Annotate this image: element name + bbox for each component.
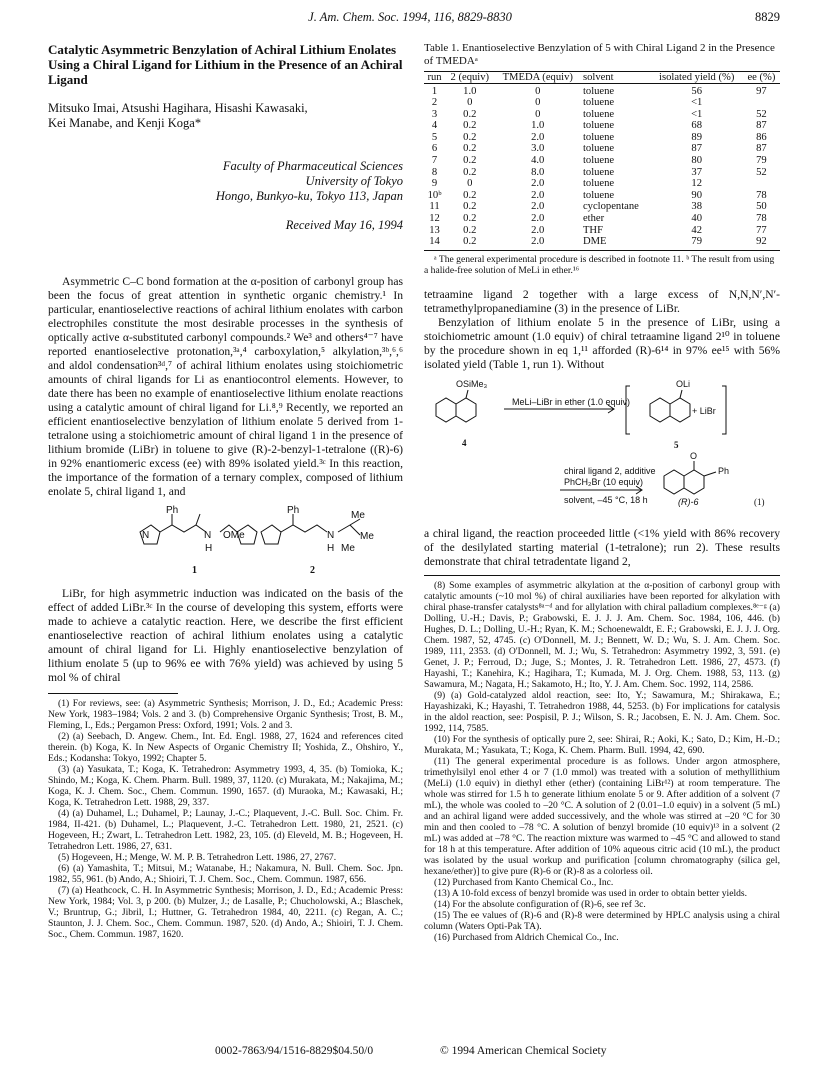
table-cell: 92 xyxy=(756,236,767,248)
footnote: (14) For the absolute configuration of (R)-6, see ref 3c. xyxy=(434,898,646,910)
right-footnotes xyxy=(424,580,780,943)
body-paragraph: tetraamine ligand 2 together with a large excess of N,N,N′,N′-tetramethylpropanediamine (3) in the presence of LiBr. xyxy=(424,287,780,315)
column-header: isolated yield (%) xyxy=(659,72,735,83)
footnote: (4) (a) Duhamel, L.; Duhamel, P.; Launay, J.-C.; Plaquevent, J.-C. Bull. Soc. Chim. Fr. 1984, II-421. (b) Duhamel, L.; Plaquevent, J.-C. Tetrahedron Lett. 1980, 21, 2521. (c) Hogeveen, H.; Zwart, L. Tetrahedron Lett. 1982, 23, 105. (d) Eleveld, M. B.; Hogeveen, H. Tetrahedron Lett. 1986, 27, 631. xyxy=(48,808,403,852)
table-cell: toluene xyxy=(582,143,615,155)
table-cell xyxy=(743,97,780,109)
ome-label: OMe xyxy=(223,530,245,541)
table-row xyxy=(424,143,780,155)
affiliation xyxy=(48,159,403,204)
column-header: run xyxy=(427,72,442,83)
column-header: solvent xyxy=(582,72,614,83)
right-column xyxy=(424,42,780,943)
table-cell: 8.0 xyxy=(531,166,545,178)
table-cell: 52 xyxy=(756,166,767,178)
o-label: O xyxy=(690,450,698,461)
table-cell: toluene xyxy=(582,166,615,178)
ph-label: Ph xyxy=(718,465,730,476)
table-cell: 0.2 xyxy=(463,108,477,120)
body-paragraph: LiBr, for high asymmetric induction was indicated on the basis of the effect of added LiBr.³ᶜ In the course of developing this system, efforts were made to achieve a catalytic reaction. Here, we describe the first efficient enantioselective reaction of achiral lithium enolates using a catalytic amount of chiral ligand for Li. Highly enantioselective benzylation of lithium enolate 5 (up to 96% ee with 76% yield) was achieved by using 5 mol % of chiral xyxy=(48,587,403,684)
compound-label-5: 5 xyxy=(674,439,679,450)
table-cell: 87 xyxy=(691,143,702,155)
table-cell: cyclopentane xyxy=(582,201,639,213)
page-number: 8829 xyxy=(755,10,780,24)
table-cell: 4 xyxy=(431,120,438,132)
table-row xyxy=(424,201,780,213)
table-cell: toluene xyxy=(582,155,615,167)
table-cell: 8 xyxy=(431,166,438,178)
table-body xyxy=(424,86,780,248)
footnote-divider xyxy=(48,693,178,694)
table-cell: 52 xyxy=(756,108,767,120)
table-cell: 2.0 xyxy=(531,201,545,213)
ligand1-chain xyxy=(160,525,206,532)
step1-reagent: MeLi–LiBr in ether (1.0 equiv) xyxy=(512,396,631,407)
table-cell: 0.2 xyxy=(463,201,477,213)
compound-label-2: 2 xyxy=(310,565,315,576)
table-cell: 37 xyxy=(691,166,702,178)
table-cell: toluene xyxy=(582,120,615,132)
table-cell: 2.0 xyxy=(531,224,545,236)
table-cell: 14 xyxy=(429,236,440,248)
table-row xyxy=(424,132,780,144)
table-cell: toluene xyxy=(582,85,615,97)
table-cell: 0 xyxy=(535,97,541,109)
table-cell: 0.2 xyxy=(463,120,477,132)
ph-label: Ph xyxy=(287,505,300,516)
table-cell: 1.0 xyxy=(463,85,477,97)
table-cell: 0.2 xyxy=(463,131,477,143)
table-cell: 80 xyxy=(691,155,702,167)
affiliation-line: Faculty of Pharmaceutical Sciences xyxy=(222,159,403,173)
table-cell: 9 xyxy=(431,178,438,190)
table-cell: 4.0 xyxy=(531,155,545,167)
h-atom-label: H xyxy=(205,543,213,554)
footnote: (12) Purchased from Kanto Chemical Co., Inc. xyxy=(434,876,614,888)
table-cell: 38 xyxy=(691,201,702,213)
table-cell: 90 xyxy=(691,189,702,201)
body-paragraph: Benzylation of lithium enolate 5 in the presence of LiBr, using a stoichiometric amount (1.0 equiv) of chiral tetraamine ligand 2¹⁰ in toluene by the procedure shown in eq 1,¹¹ afforded (R)-6¹⁴ in 97% ee¹⁵ with 56% isolated yield (Table 1, run 1). Without xyxy=(424,315,780,371)
equation-number: (1) xyxy=(754,496,765,507)
table-cell: 2.0 xyxy=(531,189,545,201)
footnote: (6) (a) Yamashita, T.; Mitsui, M.; Watanabe, H.; Nakamura, N. Bull. Chem. Soc. Jpn. 1982, 55, 961. (b) Ando, A.; Shioiri, T. J. Chem. Soc., Chem. Commun. 1987, 656. xyxy=(48,863,403,885)
footnote: (13) A 10-fold excess of benzyl bromide was used in order to obtain better yields. xyxy=(434,887,748,899)
table-cell: THF xyxy=(582,224,603,236)
table-cell: 2.0 xyxy=(531,213,545,225)
left-footnotes xyxy=(48,698,403,940)
table-row xyxy=(424,120,780,132)
compound-label-1: 1 xyxy=(192,565,197,576)
table-row xyxy=(424,155,780,167)
n-atom-label: N xyxy=(327,530,335,541)
table-cell: 0.2 xyxy=(463,224,477,236)
me-label: Me xyxy=(360,531,374,542)
ph-label: Ph xyxy=(166,505,179,516)
h-atom-label: H xyxy=(327,543,335,554)
table-cell: 2.0 xyxy=(531,236,545,248)
table-cell xyxy=(743,178,780,190)
table-cell: 87 xyxy=(756,143,767,155)
table-cell: 79 xyxy=(756,155,767,167)
table-cell: 77 xyxy=(756,224,767,236)
libr-label: + LiBr xyxy=(692,405,716,416)
product-label: (R)-6 xyxy=(678,496,699,507)
table-cell: 87 xyxy=(756,120,767,132)
author-line: Kei Manabe, and Kenji Koga* xyxy=(48,116,202,130)
table-cell: 10ᵇ xyxy=(427,189,442,201)
table-cell: toluene xyxy=(582,97,615,109)
table-row xyxy=(424,167,780,179)
table-cell: DME xyxy=(582,236,607,248)
step2-conditions: solvent, –45 °C, 18 h xyxy=(564,494,648,505)
table-cell: 1.0 xyxy=(531,120,545,132)
footnote: (2) (a) Seebach, D. Angew. Chem., Int. Ed. Engl. 1988, 27, 1624 and references cited therein. (b) Koga, K. In New Aspects of Organic Chemistry II; Yoshida, Z., Ohshiro, Y., Eds.; Kodansha: Tokyo, 1992; Chapter 5. xyxy=(48,731,403,764)
table-cell: 97 xyxy=(756,85,767,97)
table-cell: <1 xyxy=(691,108,703,120)
reaction-scheme xyxy=(424,372,780,527)
table-cell: 78 xyxy=(756,213,767,225)
footnote-divider xyxy=(424,575,780,576)
running-header xyxy=(40,10,780,28)
table-cell: 0.2 xyxy=(463,166,477,178)
author-line: Mitsuko Imai, Atsushi Hagihara, Hisashi Kawasaki, xyxy=(48,101,308,115)
table-row xyxy=(424,86,780,98)
table-cell: 13 xyxy=(429,224,440,236)
compound-label-4: 4 xyxy=(462,437,467,448)
footnote: (16) Purchased from Aldrich Chemical Co., Inc. xyxy=(434,931,619,943)
body-paragraph: a chiral ligand, the reaction proceeded little (<1% yield with 86% recovery of the desilylated starting material (1-tetralone); run 2). These results demonstrate that chiral tetradentate ligand 2, xyxy=(424,526,780,568)
body-paragraph: Asymmetric C–C bond formation at the α-position of carbonyl group has been the focus of great attention in synthetic organic chemistry.¹ In particular, enantioselective reactions of achiral lithium enolates with carbon electrophiles constitute the most desirable processes in the synthesis of optically active α-substituted carbonyl compounds.² We³ and others⁴⁻⁷ have reported enantioselective protonation,³ᵃ,⁴ carboxylation,⁵ alkylation,³ᵇ,⁶,⁶ and aldol condensation³ᵈ,⁷ of achiral lithium enolates using stoichiometric amounts of chiral ligands for Li as enantiocontrol elements. However, to date there has been no example of enantioselective lithium enolate reactions using a catalytic amount of chiral ligand for Li.⁸,⁹ Recently, we reported an efficient enantioselective benzylation of lithium enolate 5 derived from 1-tetralone using a stoichiometric amount of chiral ligand 1 in the presence of lithium bromide (LiBr) in toluene to give (R)-2-benzyl-1-tetralone ((R)-6) in 92% enantiomeric excess (ee) with 89% isolated yield.³ᶜ In this reaction, the importance of the formation of a ternary complex, composed of lithium enolate 5, chiral ligand 1, and xyxy=(48,275,403,498)
table-cell: 0.2 xyxy=(463,236,477,248)
table-cell: 6 xyxy=(431,143,438,155)
author-list xyxy=(48,101,403,131)
table-cell: toluene xyxy=(582,108,615,120)
table-cell: toluene xyxy=(582,178,615,190)
table-title: Table 1. Enantioselective Benzylation of 5 with Chiral Ligand 2 in the Presence of TMEDAᵃ xyxy=(424,42,775,67)
results-table xyxy=(424,71,780,248)
table-cell: 0 xyxy=(535,108,541,120)
footnote: (10) For the synthesis of optically pure 2, see: Shirai, R.; Aoki, K.; Sato, D.; Kim, H.-D.; Murakata, M.; Yasukata, T.; Koga, K. Chem. Pharm. Bull. 1994, 42, 690. xyxy=(424,733,780,756)
table-cell: 3 xyxy=(431,108,438,120)
affiliation-line: University of Tokyo xyxy=(305,174,403,188)
ligand-structures xyxy=(48,505,403,583)
table-cell: 0.2 xyxy=(463,155,477,167)
left-column xyxy=(48,42,403,940)
table-row xyxy=(424,190,780,202)
received-date: Received May 16, 1994 xyxy=(285,218,403,232)
me-label: Me xyxy=(341,543,355,554)
journal-citation: J. Am. Chem. Soc. 1994, 116, 8829-8830 xyxy=(308,10,512,24)
table-cell: 86 xyxy=(756,131,767,143)
table-cell: 89 xyxy=(691,131,702,143)
me-label: Me xyxy=(351,510,365,521)
table-cell: 68 xyxy=(691,120,702,132)
table-cell: 2 xyxy=(431,97,438,109)
table-row xyxy=(424,225,780,237)
table-cell: 0.2 xyxy=(463,213,477,225)
table-cell: 50 xyxy=(756,201,767,213)
footnote: (3) (a) Yasukata, T.; Koga, K. Tetrahedron: Asymmetry 1993, 4, 35. (b) Tomioka, K.; Shindo, M.; Koga, K. Chem. Pharm. Bull. 1989, 37, 1120. (c) Murakata, M.; Nakajima, M.; Koga, K. J. Chem. Soc., Chem. Commun. 1990, 1657. (d) Muraoka, M.; Kawasaki, H.; Koga, K. Tetrahedron Lett. 1988, 29, 337. xyxy=(48,764,403,808)
table-cell: 0.2 xyxy=(463,189,477,201)
table-row xyxy=(424,97,780,109)
table-cell: 2.0 xyxy=(531,131,545,143)
table-cell: toluene xyxy=(582,131,615,143)
table-cell: 0 xyxy=(535,85,541,97)
affiliation-line: Hongo, Bunkyo-ku, Tokyo 113, Japan xyxy=(215,189,403,203)
table-row xyxy=(424,178,780,190)
n-atom-label: N xyxy=(204,530,212,541)
footnote: (11) The general experimental procedure is as follows. Under argon atmosphere, trimethylsilyl enol ether 4 or 7 (1.0 mmol) was treated with a solution of methyllithium (MeLi) (1.0 equiv) in diethyl ether (ether) (containing LiBr¹²) at room temperature. The whole was stirred for 1.5 h to generate lithium enolate 5 or 9. After addition of a solvent (7 mL), the whole was cooled to –20 °C. A solution of 2 (0.01–1.0 equiv) in a solvent (5 mL) and an achiral ligand were added successively, and the whole was stirred at –20 °C for 30 min and then cooled to –78 °C. A solution of benzyl bromide (10 equiv)¹³ in a solvent (2 mL) was added at –78 °C. The reaction mixture was warmed to –45 °C and allowed to stand for 18 h at this temperature. After addition of 10% aqueous citric acid (10 mL), the product was isolated by the usual workup and purification [column chromatography (silica gel, hexane/ether)] to give pure (R)-6 or (R)-8 as a colorless oil. xyxy=(424,755,780,877)
column-header: ee (%) xyxy=(747,72,776,83)
footnote: (9) (a) Gold-catalyzed aldol reaction, see: Ito, Y.; Sawamura, M.; Shirakawa, E.; Hayashizaki, K.; Hayashi, T. Tetrahedron 1988, 44, 5253. (b) For implications for catalysis in the aldol reaction, see: Pospisil, P. J.; Wilson, S. R.; Jacobsen, E. N. J. Am. Chem. Soc. 1992, 114, 7585. xyxy=(424,689,780,734)
footnote: (5) Hogeveen, H.; Menge, W. M. P. B. Tetrahedron Lett. 1986, 27, 2767. xyxy=(58,852,337,863)
table-row xyxy=(424,236,780,248)
table-cell: 42 xyxy=(691,224,702,236)
table-cell: 2.0 xyxy=(531,178,545,190)
table-cell: 7 xyxy=(431,155,438,167)
step2-reagent: PhCH₂Br (10 equiv) xyxy=(564,476,644,487)
table-cell: 5 xyxy=(431,131,438,143)
scheme-drawing xyxy=(424,372,780,522)
footnote: (8) Some examples of asymmetric alkylation at the α-position of carbonyl group with catalytic amounts (~10 mol %) of chiral auxiliaries have been reported for alkylation with chiral phase-transfer catalysts⁸ᵃ⁻ᵈ and for allylation with chiral palladium complexes.⁸ᵉ⁻ᵍ (a) Dolling, U.-H.; Davis, P.; Grabowski, E. J. J. J. Am. Chem. Soc. 1984, 106, 446. (b) Hughes, D. L.; Dolling, U.-H.; Ryan, K. M.; Schoenewaldt, E. F.; Grabowski, E. J. J. J. Org. Chem. 1987, 52, 4745. (c) O'Donnell, M. J.; Bennett, W. D.; Wu, S. J. Am. Chem. Soc. 1989, 111, 2353. (d) O'Donnell, M. J.; Wu, S. Tetrahedron: Asymmetry 1992, 3, 591. (e) Genet, J. P.; Ferroud, D.; Juge, S.; Montes, J. R. Tetrahedron Lett. 1986, 27, 4573. (f) Hayashi, T.; Kanehira, K.; Hagihara, T.; Kumada, M. J. Org. Chem. 1988, 53, 113. (g) Sawamura, M.; Nagata, H.; Sakamoto, H.; Ito, Y. J. Am. Chem. Soc. 1992, 114, 2586. xyxy=(424,579,780,690)
oli-label: OLi xyxy=(676,378,691,389)
table-cell: 0 xyxy=(467,178,473,190)
article-code: 0002-7863/94/1516-8829$04.50/0 xyxy=(215,1045,374,1057)
article-title: Catalytic Asymmetric Benzylation of Achiral Lithium Enolates Using a Chiral Ligand for Lithium in the Presence of an Achiral Ligand xyxy=(48,42,403,87)
footnote: (1) For reviews, see: (a) Asymmetric Synthesis; Morrison, J. D., Ed.; Academic Press: New York, 1983–1984; Vols. 2 and 3. (b) Comprehensive Organic Synthesis; Trost, B. M., Fleming, I., Eds.; Pergamon Press: Oxford, 1991; Vols. 2 and 3. xyxy=(48,698,403,731)
column-header: 2 (equiv) xyxy=(450,72,490,83)
table-cell: 78 xyxy=(756,189,767,201)
copyright-notice: © 1994 American Chemical Society xyxy=(440,1045,607,1057)
table-cell: 79 xyxy=(691,236,702,248)
table-footnote: ᵃ The general experimental procedure is described in footnote 11. ᵇ The result from using a halide-free solution of MeLi in ether.¹⁶ xyxy=(424,253,775,276)
table-row xyxy=(424,109,780,121)
table-cell: 1 xyxy=(431,85,438,97)
table-cell: ether xyxy=(582,213,605,225)
osime3-label: OSiMe₃ xyxy=(456,378,488,389)
table-row xyxy=(424,213,780,225)
table-cell: 11 xyxy=(429,201,440,213)
table-cell: 12 xyxy=(691,178,702,190)
column-header: TMEDA (equiv) xyxy=(502,72,573,83)
footnote: (7) (a) Heathcock, C. H. In Asymmetric Synthesis; Morrison, J. D., Ed.; Academic Press: New York, 1984; Vol. 3, p 200. (b) Mulzer, J.; de Lasalle, P.; Chucholowski, A.; Blaschek, V.; Bruntrup, G.; Jibril, I.; Huttner, G. Tetrahedron 1984, 40, 2211. (c) Regan, A. C.; Staunton, J. J. Chem. Soc., Chem. Commun. 1987, 520. (d) Ando, A.; Shioiri, T. J. Chem. Soc., Chem. Commun. 1987, 1620. xyxy=(48,885,403,940)
table-bottom-rule xyxy=(424,250,780,251)
table-cell: 12 xyxy=(429,213,440,225)
table-cell: <1 xyxy=(691,97,703,109)
step2-reagent: chiral ligand 2, additive xyxy=(564,465,656,476)
ligand2-ring-a xyxy=(261,525,281,544)
table-cell: 0 xyxy=(467,97,473,109)
n-atom-label: N xyxy=(142,530,150,541)
footnote: (15) The ee values of (R)-6 and (R)-8 were determined by HPLC analysis using a chiral column (Waters Opti-Pak TA). xyxy=(424,909,780,932)
table-cell: 40 xyxy=(691,213,702,225)
table-cell: 3.0 xyxy=(531,143,545,155)
table-cell: 56 xyxy=(691,85,702,97)
table-cell: toluene xyxy=(582,189,615,201)
table-cell: 0.2 xyxy=(463,143,477,155)
